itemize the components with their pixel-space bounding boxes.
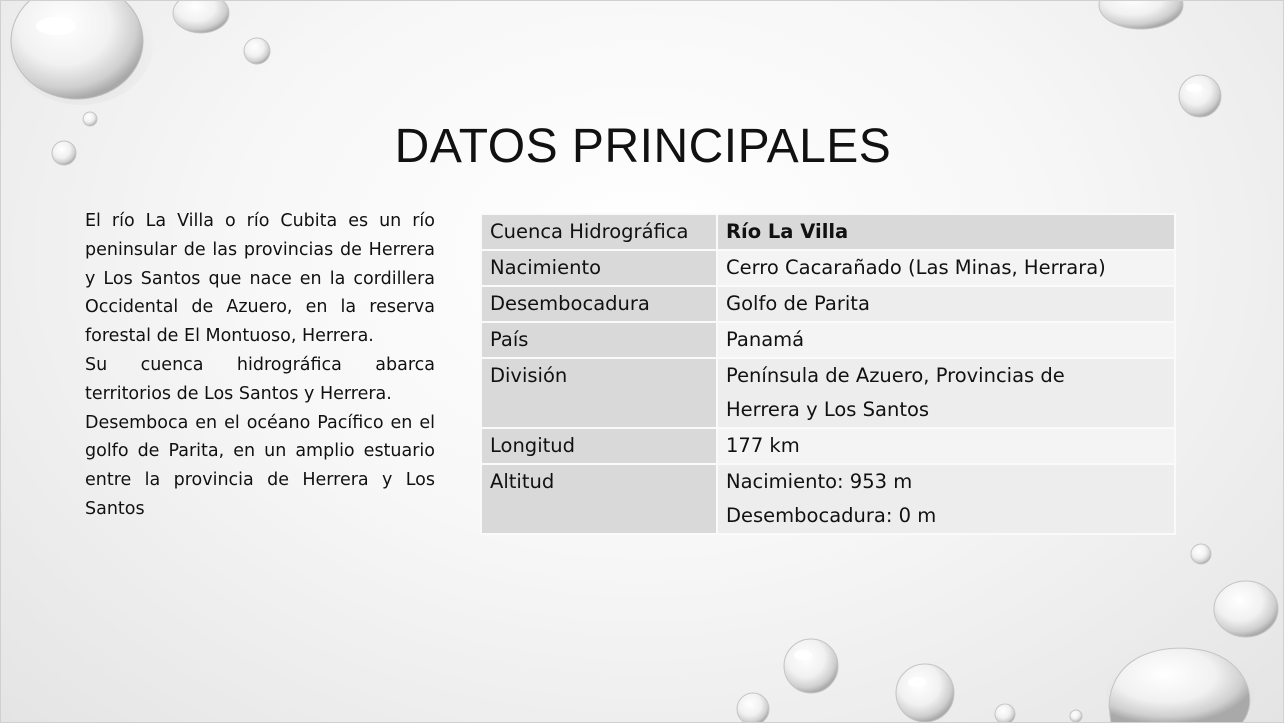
table-value-cell (717, 428, 1175, 464)
table-key-cell: Nacimiento (481, 250, 717, 286)
table-key-cell: Longitud (481, 428, 717, 464)
table-value-cell (717, 322, 1175, 358)
value-line: Cerro Cacarañado (Las Minas, Herrara) (726, 256, 1106, 279)
table-value-cell: Río La Villa (717, 214, 1175, 250)
table-row (481, 250, 1175, 286)
value-line: Golfo de Parita (726, 292, 870, 315)
table-key-cell: País (481, 322, 717, 358)
table-row (481, 286, 1175, 322)
value-line: Panamá (726, 328, 805, 351)
table-value-cell (717, 250, 1175, 286)
table-key-cell: Altitud (481, 464, 717, 534)
value-line: Desembocadura: 0 m (726, 504, 937, 527)
table-key-cell: Cuenca Hidrográfica (481, 214, 717, 250)
table-value-cell (717, 358, 1175, 428)
description-paragraph: El río La Villa o río Cubita es un río peninsular de las provincias de Herrera y Los Santos que nace en la cordillera Occidental de Azuero, en la reserva forestal de El Montuoso, Herrera. (85, 211, 435, 347)
table-value-cell (717, 464, 1175, 534)
value-line: Península de Azuero, Provincias de (726, 364, 1065, 387)
table-row (481, 358, 1175, 428)
table-key-cell: Desembocadura (481, 286, 717, 322)
description-paragraph: Su cuenca hidrográfica abarca territorios de Los Santos y Herrera. (85, 354, 435, 404)
value-line: 177 km (726, 434, 800, 457)
table-value-cell (717, 286, 1175, 322)
table-header-row (481, 214, 1175, 250)
value-line: Nacimiento: 953 m (726, 470, 913, 493)
description-text (85, 207, 435, 524)
value-line: Herrera y Los Santos (726, 398, 930, 421)
description-paragraph: Desemboca en el océano Pacífico en el golfo de Parita, en un amplio estuario entre la provincia de Herrera y Los Santos (85, 412, 435, 519)
table-row (481, 322, 1175, 358)
table-row (481, 428, 1175, 464)
table-key-cell: División (481, 358, 717, 428)
river-data-table (480, 213, 1176, 535)
table-row (481, 464, 1175, 534)
slide-title: DATOS PRINCIPALES (394, 120, 892, 173)
